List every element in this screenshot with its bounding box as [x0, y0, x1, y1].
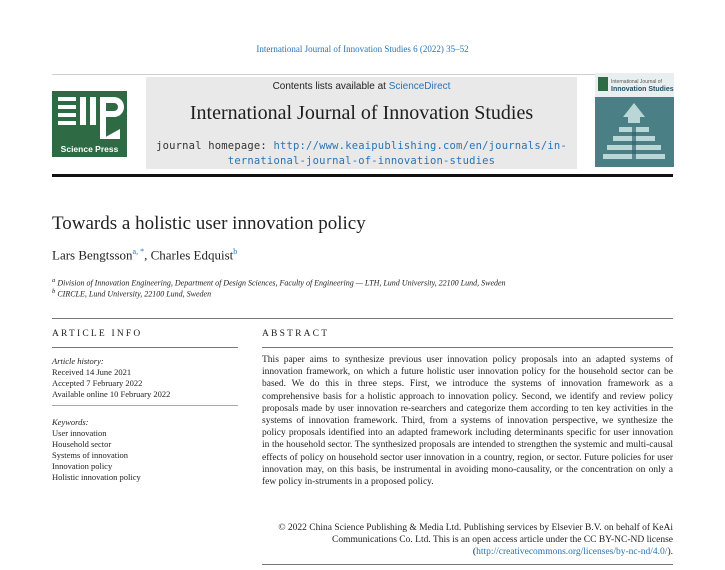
copyright-notice: [262, 522, 673, 559]
author-bengtsson[interactable]: Lars Bengtsson: [52, 247, 133, 263]
copyright-text: © 2022 China Science Publishing & Media Ltd. Publishing services by Elsevier B.V. on behalf of KeAi Communications Co. Ltd. This is an open access article under the CC BY-NC-ND license (: [278, 523, 673, 558]
history-label: Article history:: [52, 356, 104, 366]
section-top-rule: [52, 318, 673, 319]
author-line: [52, 247, 237, 263]
homepage-label: journal homepage:: [156, 140, 274, 152]
article-info-heading: ARTICLE INFO: [52, 329, 143, 339]
journal-homepage: [146, 139, 577, 169]
keyword-item: Household sector: [52, 439, 112, 449]
author-edquist[interactable]: Charles Edquist: [150, 247, 234, 263]
online-date: Available online 10 February 2022: [52, 389, 171, 399]
copyright-close: ).: [667, 547, 673, 558]
article-info-rule: [52, 347, 238, 348]
affiliation-b: [52, 288, 211, 299]
homepage-link-line2[interactable]: ternational-journal-of-innovation-studies: [227, 155, 496, 167]
affiliation-a: [52, 277, 506, 288]
journal-cover-image: [595, 73, 674, 167]
affil-a-text: Division of Innovation Engineering, Department of Design Sciences, Faculty of Engineering — LTH, Lund University, 22100 Lund, Sweden: [55, 278, 506, 288]
header-divider: [52, 74, 673, 75]
journal-title: International Journal of Innovation Studies: [189, 102, 534, 124]
abstract-heading: ABSTRACT: [262, 329, 330, 339]
contents-prefix: Contents lists available at: [272, 81, 389, 92]
keywords-divider: [52, 405, 238, 406]
abstract-body: This paper aims to synthesize previous user innovation policy proposals into an adapted systems of innovation framework, on which a future holistic user innovation policy for the household sector can be based. We do this in three steps. First, we introduce the systems of innovation framework as a comprehensive basis for a holistic approach to innovation policy. Second, we identify and review policy proposals made by user innovation re-searchers and categorize them according to ten key activities in the systems of innovation framework. Third, from a systems of innovation perspective, we synthesize the policy proposals identified into an adapted framework including determinants specific for user innovation in the household sector. The synthesized proposals are intended to strengthen the systemic and multi-causal effects of policy on household sector user innovation in a country, region, or sector. Future policies for user innovation may, on this basis, be instrumental in avoiding mono-causality, or the concentration on only a few policy in-struments in a proposed policy.: [262, 355, 673, 488]
logo-text: Science Press: [60, 144, 119, 154]
sciencedirect-link[interactable]: ScienceDirect: [388, 81, 451, 92]
cover-title-1: International Journal of: [611, 79, 662, 85]
keyword-item: User innovation: [52, 428, 107, 438]
keyword-item: Systems of innovation: [52, 450, 129, 460]
author2-affil-mark[interactable]: b: [233, 247, 238, 256]
affil-b-mark: b: [52, 288, 56, 295]
author-separator: ,: [144, 247, 151, 263]
keywords-label: Keywords:: [52, 417, 89, 427]
paper-title: Towards a holistic user innovation policy: [52, 213, 366, 234]
keyword-item: Holistic innovation policy: [52, 472, 141, 482]
abstract-bottom-rule: [262, 564, 673, 565]
author1-affil-marks[interactable]: a, *: [132, 247, 145, 256]
homepage-link-line1[interactable]: http://www.keaipublishing.com/en/journals/in-: [273, 140, 567, 152]
contents-line: [146, 81, 577, 92]
affil-b-text: CIRCLE, Lund University, 22100 Lund, Sweden: [55, 289, 212, 299]
journal-citation[interactable]: International Journal of Innovation Studies 6 (2022) 35–52: [256, 44, 469, 54]
affil-a-mark: a: [52, 277, 56, 284]
received-date: Received 14 June 2021: [52, 367, 132, 377]
keyword-item: Innovation policy: [52, 461, 113, 471]
abstract-rule: [262, 347, 673, 348]
cover-title-2: Innovation Studies: [611, 86, 674, 93]
license-link[interactable]: http://creativecommons.org/licenses/by-nc-nd/4.0/: [476, 547, 668, 558]
header-thick-rule: [52, 174, 673, 177]
accepted-date: Accepted 7 February 2022: [52, 378, 143, 388]
science-press-logo: [52, 91, 127, 157]
